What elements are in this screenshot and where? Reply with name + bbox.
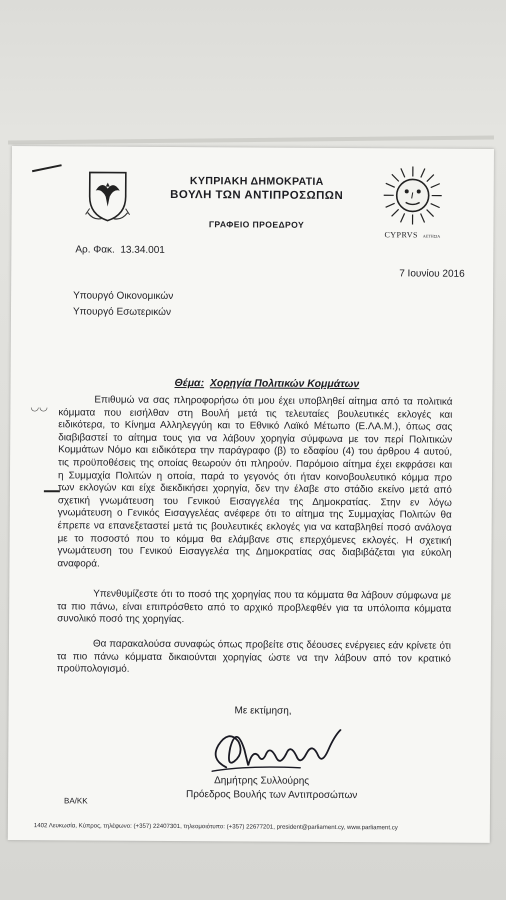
p1-line: η Συμμαχία Πολιτών η οποία, παρά το γεγονός ότι ήταν κοινοβουλευτικό κόμμα προ [57, 469, 453, 484]
pen-mark-top [32, 164, 62, 172]
p3-line: προϋπολογισμό. [56, 663, 130, 675]
handwritten-signature [204, 719, 374, 780]
p1-line: των εκλογών και είχε διεκδικήσει χορηγία, δεν την έλαβε στο στάδιο εκείνο μετά από [57, 482, 452, 496]
recipient-1: Υπουργό Οικονομικών [73, 290, 174, 302]
header-office: ΓΡΑΦΕΙΟ ΠΡΟΕΔΡΟΥ [208, 219, 305, 230]
letter-date: 7 Ιουνίου 2016 [399, 268, 465, 280]
letter-page [8, 146, 494, 843]
footer-contact: 1402 Λευκωσία, Κύπρος, τηλέφωνο: (+357) 22407301, τηλεομοιότυπο: (+357) 22677201, president@parliament.cy, www.parliament.cy [33, 822, 398, 832]
paper-edge [8, 135, 494, 144]
header-institution: ΒΟΥΛΗ ΤΩΝ ΑΝΤΙΠΡΟΣΩΠΩΝ [170, 188, 344, 203]
sun-logo [382, 164, 444, 226]
recipient-2: Υπουργό Εσωτερικών [72, 306, 172, 318]
p1-line: Κομμάτων Νόμο και ειδικότερα την παράγραφο (β) το εδαφίου (4) του άρθρου 4 αυτού, [58, 444, 453, 459]
p3-line: Θα παρακαλούσα συναφώς όπως προβείτε στις δέουσες ενέργειες εάν κρίνετε ότι [92, 638, 451, 652]
p1-line: Επιθυμώ να σας πληροφορήσω ότι μου έχει υποβληθεί αίτημα από τα πολιτικά [94, 394, 453, 408]
paragraph-2 [57, 588, 451, 628]
file-reference: Αρ. Φακ. 13.34.001 [75, 244, 165, 256]
p1-line: κόμματα που εισήλθαν στη Βουλή μετά τις τελευταίες βουλευτικές εκλογές και [58, 406, 453, 421]
initials: ΒΑ/ΚΚ [63, 796, 88, 806]
p1-line: με το ποσοστό που το κόμμα θα ελάμβανε στις επερχόμενες εκλογές. Η σχετική [57, 532, 452, 547]
p1-line: γνωμάτευση ο Γενικός Εισαγγελέας ανέφερε ότι το αίτημα της Συμμαχίας Πολιτών θα [57, 507, 452, 522]
closing: Με εκτίμηση, [234, 705, 292, 717]
p1-line: γνωμάτευση του Γενικού Εισαγγελέα της Δημοκρατίας σας διαβιβάζεται για εύκολη [57, 545, 452, 559]
p1-line: διαβιβαστεί το αίτημα τους για να λάβουν χορηγία σύμφωνα με τον περί Πολιτικών [58, 432, 453, 446]
subject-line [175, 377, 360, 390]
header-country: ΚΥΠΡΙΑΚΗ ΔΗΜΟΚΡΑΤΙΑ [189, 175, 324, 188]
signatory-name: Δημήτρης Συλλούρης [214, 775, 310, 787]
subject-text: Χορηγία Πολιτικών Κομμάτων [209, 377, 360, 391]
p1-line: ειδικότερα, το Κίνημα Αλληλεγγύη και το Εθνικό Λαϊκό Μέτωπο (Ε.ΛΑ.Μ.), όπως σας [58, 419, 453, 433]
signatory-title: Πρόεδρος Βουλής των Αντιπροσώπων [186, 789, 358, 802]
p2-line: τα πιο πάνω, είναι επιπρόσθετο από το αρχικό προβλεφθέν για τα υπόλοιπα κόμματα [57, 600, 452, 615]
p3-line: τα πιο πάνω κόμματα δικαιούνται χορηγίας ώστε να την λάβουν από τον κρατικό [56, 650, 451, 665]
paragraph-1 [57, 394, 452, 573]
p1-line: σχετική γνωμάτευση του Γενικού Εισαγγελέα της Δημοκρατίας. Στην εν λόγω [57, 495, 452, 509]
sun-logo-text: CYPRVS ΑΕΤΗΣΙΑ [384, 230, 441, 240]
p1-line: έπρεπε να επανεξεταστεί μετά τις βουλευτικές εκλογές για να καταβληθεί ποσό ανάλογα [57, 520, 452, 534]
p1-line: αναφορά. [57, 558, 100, 570]
p1-line: τις προϋποθέσεις της οποίας θεωρούν ότι πληρούν. Παρόμοιο αίτημα έχει εκφράσει και [58, 457, 453, 471]
margin-hole-mark: ◡◡ [30, 402, 48, 414]
coat-of-arms-logo [82, 168, 134, 224]
p2-line: συνολικό ποσό της χορηγίας. [57, 613, 185, 626]
p2-line: Υπενθυμίζεστε ότι το ποσό της χορηγίας που τα κόμματα θα λάβουν σύμφωνα με [93, 588, 452, 602]
paragraph-3 [57, 638, 451, 678]
subject-label: Θέμα: [174, 376, 205, 390]
